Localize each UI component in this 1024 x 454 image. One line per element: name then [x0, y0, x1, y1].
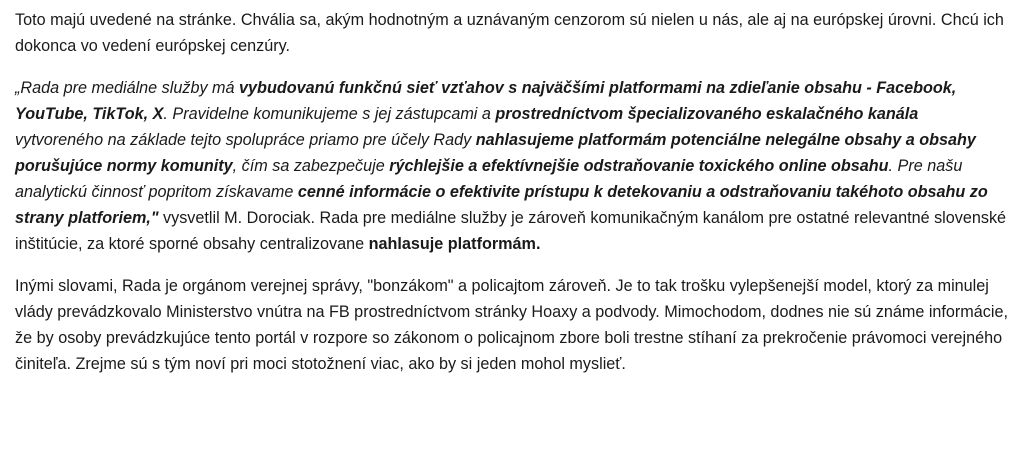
quote-text-3: vytvoreného na základe tejto spolupráce priamo pre účely Rady	[15, 131, 476, 149]
quote-emphasis-2	[495, 105, 918, 123]
attribution-text: vysvetlil M. Dorociak. Rada pre mediálne služby je zároveň komunikačným kanálom pre ostatné relevantné slovenské inštitúcie, za ktoré sporné obsahy centralizovane	[15, 209, 1007, 253]
quote-bold-2: prostredníctvom špecializovaného eskalačného kanála	[495, 105, 919, 123]
paragraph-intro: Toto majú uvedené na stránke. Chvália sa, akým hodnotným a uznávaným cenzorom sú nielen u nás, ale aj na európskej úrovni. Chcú ich dokonca vo vedení európskej cenzúry.	[15, 11, 1004, 55]
quote-bold-1: vybudovanú funkčnú sieť vzťahov s najväčšími platformami na zdieľanie obsahu - Facebook, YouTube, TikTok, X	[15, 79, 957, 123]
quote-bold-5: cenné informácie o efektivite prístupu k detekovaniu a odstraňovaniu takéhoto obsahu zo strany platforiem,"	[15, 183, 988, 227]
quote-text-5: . Pre našu analytickú činnosť popritom získavame	[15, 157, 963, 201]
quote-bold-4: rýchlejšie a efektívnejšie odstraňovanie toxického online obsahu	[389, 157, 889, 175]
quote-bold-3: nahlasujeme platformám potenciálne nelegálne obsahy a obsahy porušujúce normy komunity	[15, 131, 976, 175]
attribution-bold: nahlasuje platformám.	[368, 235, 541, 253]
quote-text-1: „Rada pre mediálne služby má	[15, 79, 240, 97]
paragraph-commentary: Inými slovami, Rada je orgánom verejnej správy, "bonzákom" a policajtom zároveň. Je to tak trošku vylepšenejší model, ktorý za minulej vlády prevádzkovalo Ministerstvo vnútra na FB prostredníctvom stránky Hoaxy a podvody. Mimochodom, dodnes nie sú známe informácie, že by osoby prevádzkujúce tento portál v rozpore so zákonom o policajnom zbore boli trestne stíhaní za prekročenie právomoci verejného činiteľa. Zrejme sú s tým noví pri moci stotožnení viac, ako by si jeden mohol myslieť.	[15, 277, 1008, 373]
quote-text-2: . Pravidelne komunikujeme s jej zástupcami a	[163, 105, 496, 123]
paragraph-quote	[15, 75, 1010, 257]
quote-text-4: , čím sa zabezpečuje	[232, 157, 390, 175]
quote-emphasis-4	[389, 157, 888, 175]
